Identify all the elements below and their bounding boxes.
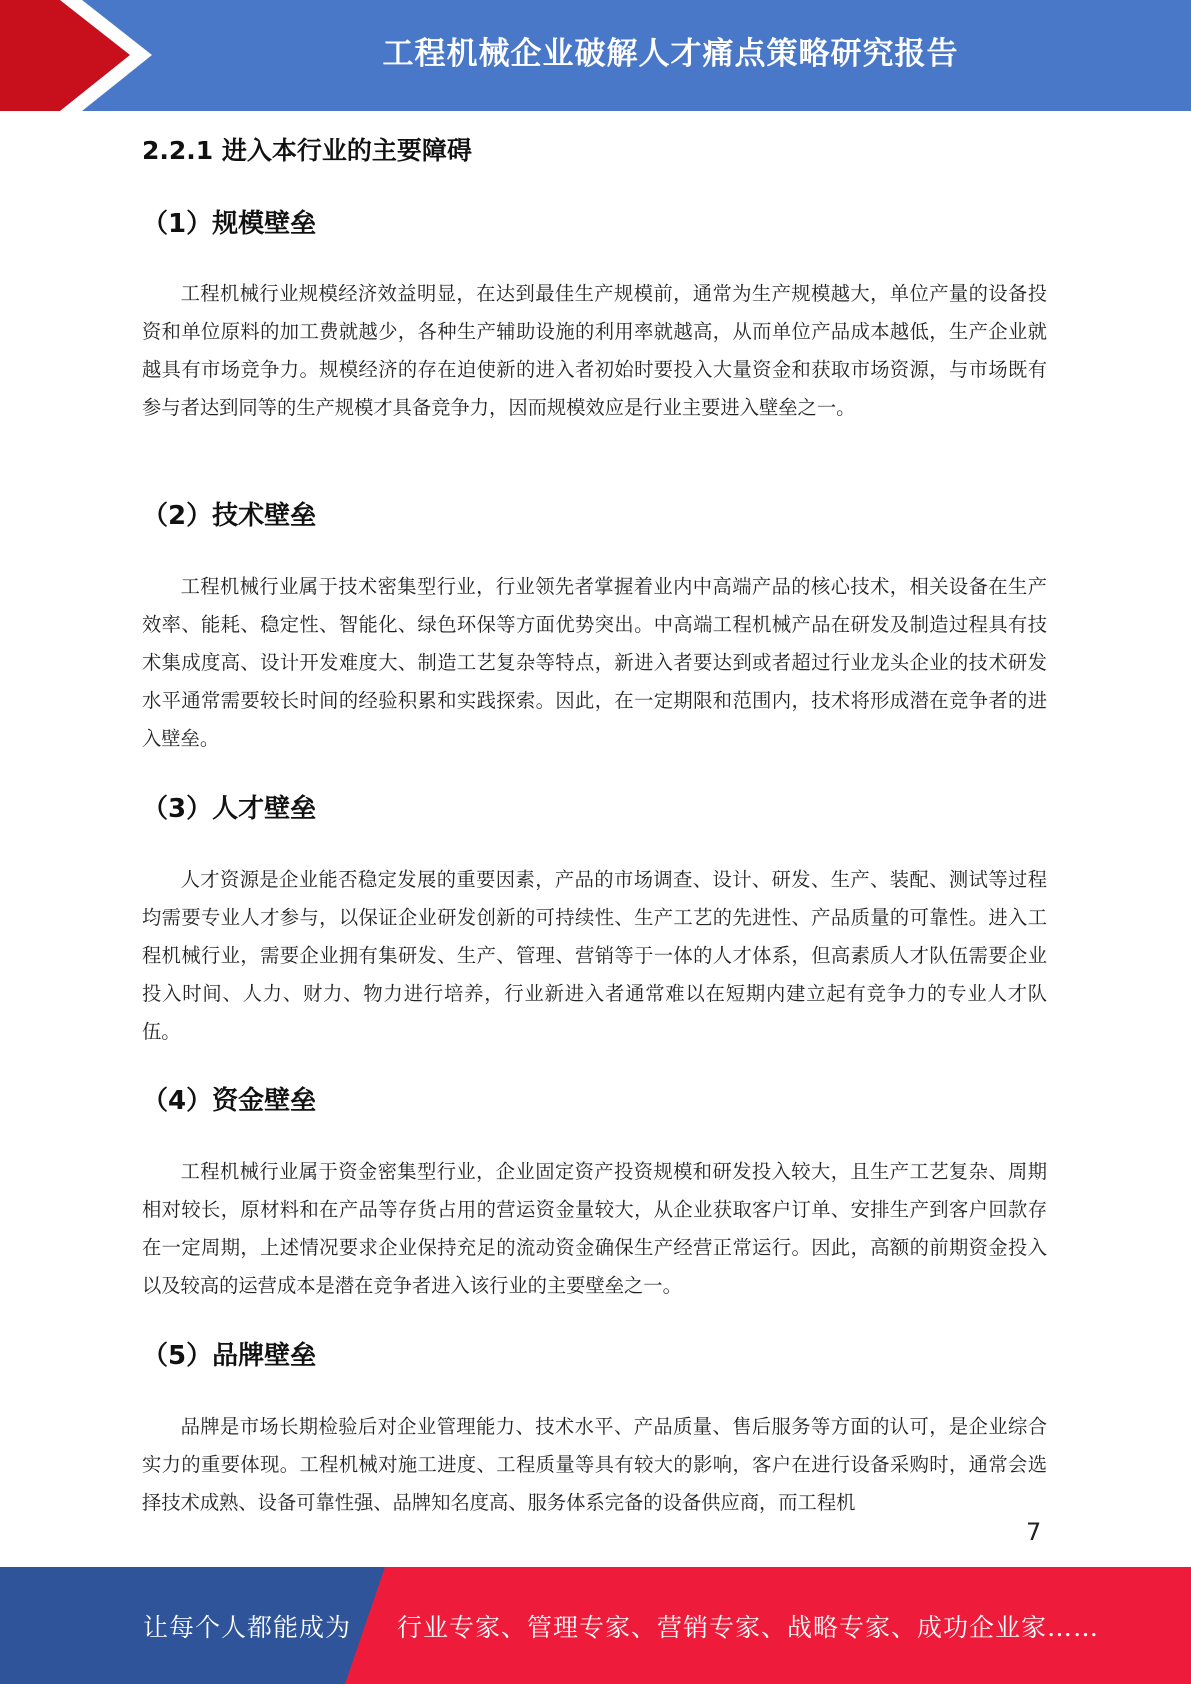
- barrier-heading-capital: （4）资金壁垒: [142, 1086, 317, 1116]
- footer-slogan-left: 让每个人都能成为: [143, 1612, 352, 1642]
- report-title: 工程机械企业破解人才痛点策略研究报告: [382, 35, 959, 72]
- header-red-arrow: [0, 0, 130, 111]
- section-heading: 2.2.1 进入本行业的主要障碍: [142, 136, 472, 165]
- barrier-text-capital: 工程机械行业属于资金密集型行业，企业固定资产投资规模和研发投入较大，且生产工艺复杂、周期相对较长，原材料和在产品等存货占用的营运资金量较大，从企业获取客户订单、安排生产到客户回款存在一定周期，上述情况要求企业保持充足的流动资金确保生产经营正常运行。因此，高额的前期资金投入以及较高的运营成本是潜在竞争者进入该行业的主要壁垒之一。: [142, 1160, 1047, 1297]
- header-chevron-graphic: [0, 0, 160, 111]
- barrier-heading-scale: （1）规模壁垒: [142, 209, 317, 239]
- barrier-text-talent: 人才资源是企业能否稳定发展的重要因素，产品的市场调查、设计、研发、生产、装配、测试等过程均需要专业人才参与，以保证企业研发创新的可持续性、生产工艺的先进性、产品质量的可靠性。进入工程机械行业，需要企业拥有集研发、生产、管理、营销等于一体的人才体系，但高素质人才队伍需要企业投入时间、人力、财力、物力进行培养，行业新进入者通常难以在短期内建立起有竞争力的专业人才队伍。: [142, 868, 1047, 1043]
- page-footer: [0, 1567, 1191, 1684]
- barrier-heading-talent: （3）人才壁垒: [142, 794, 317, 824]
- page-header: [0, 0, 1191, 111]
- barrier-text-technology: 工程机械行业属于技术密集型行业，行业领先者掌握着业内中高端产品的核心技术，相关设备在生产效率、能耗、稳定性、智能化、绿色环保等方面优势突出。中高端工程机械产品在研发及制造过程具有技术集成度高、设计开发难度大、制造工艺复杂等特点，新进入者要达到或者超过行业龙头企业的技术研发水平通常需要较长时间的经验积累和实践探索。因此，在一定期限和范围内，技术将形成潜在竞争者的进入壁垒。: [142, 575, 1047, 750]
- footer-slogan-right: 行业专家、管理专家、营销专家、战略专家、成功企业家……: [397, 1612, 1100, 1642]
- barrier-text-scale: 工程机械行业规模经济效益明显，在达到最佳生产规模前，通常为生产规模越大，单位产量的设备投资和单位原料的加工费就越少，各种生产辅助设施的利用率就越高，从而单位产品成本越低，生产企业就越具有市场竞争力。规模经济的存在迫使新的进入者初始时要投入大量资金和获取市场资源，与市场既有参与者达到同等的生产规模才具备竞争力，因而规模效应是行业主要进入壁垒之一。: [142, 282, 1047, 419]
- barrier-heading-brand: （5）品牌壁垒: [142, 1341, 317, 1371]
- barrier-heading-technology: （2）技术壁垒: [142, 501, 317, 531]
- page-number: 7: [1026, 1518, 1042, 1546]
- barrier-text-brand: 品牌是市场长期检验后对企业管理能力、技术水平、产品质量、售后服务等方面的认可，是企业综合实力的重要体现。工程机械对施工进度、工程质量等具有较大的影响，客户在进行设备采购时，通常会选择技术成熟、设备可靠性强、品牌知名度高、服务体系完备的设备供应商，而工程机: [142, 1415, 1047, 1514]
